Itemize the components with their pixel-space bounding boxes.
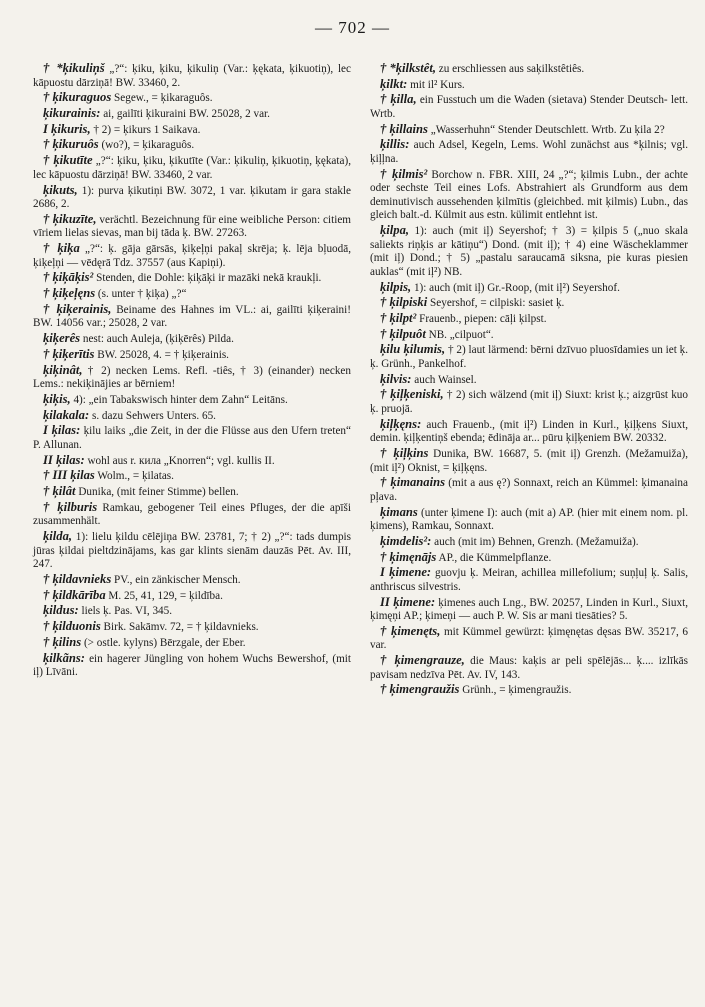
headword: † III ķilas xyxy=(43,468,95,483)
headword: I ķimene: xyxy=(380,565,432,580)
dictionary-entry xyxy=(370,138,688,166)
definition: verächtl. Bezeichnung für eine weibliche Person: citiem vīriem lielas sievas, man bij tāda ķ. BW. 27263. xyxy=(33,213,351,240)
dictionary-entry xyxy=(33,138,351,153)
definition: ķilu laiks „die Zeit, in der die Flüsse aus den Ufern treten“ P. Allunan. xyxy=(33,425,351,451)
headword: ķildus: xyxy=(43,603,79,618)
dictionary-entry xyxy=(33,530,351,572)
headword: † ķildavnieks xyxy=(43,571,112,586)
dictionary-entry xyxy=(33,107,351,122)
headword: ķiķerês xyxy=(43,331,81,346)
dictionary-entry xyxy=(33,271,351,286)
definition: Dunika, (mit feiner Stimme) bellen. xyxy=(75,486,239,499)
headword: II ķimene: xyxy=(380,594,436,609)
headword: † ķiķerītis xyxy=(43,346,95,361)
dictionary-entry xyxy=(33,604,351,619)
dictionary-entry xyxy=(33,287,351,302)
headword: ķiķinât, xyxy=(43,362,83,377)
headword: † ķimanains xyxy=(380,475,446,490)
definition: † 2) laut lärmend: bērni dzīvuo pluosīdamies un iet ķ. ķ. Grünh., Pankelhof. xyxy=(370,344,689,370)
headword: † ķiķerainis, xyxy=(43,301,112,316)
definition: † 2) = ķikurs 1 Saikava. xyxy=(90,123,201,136)
definition: BW. 25028, 4. = † ķiķerainis. xyxy=(94,348,229,361)
definition: (> ostle. kylyns) Bērzgale, der Eber. xyxy=(81,636,246,649)
dictionary-entry xyxy=(33,501,351,529)
definition: 1): purva ķikutiņi BW. 3072, 1 var. ķikutam ir gara stakle 2686, 2. xyxy=(33,184,351,211)
headword: † ķiķeļęns xyxy=(43,286,96,301)
definition: mit il² Kurs. xyxy=(407,78,465,91)
headword: † ķikutīte xyxy=(43,153,93,168)
page-number: — 702 — xyxy=(315,18,390,37)
headword: ķillis: xyxy=(380,137,410,152)
definition: s. dazu Sehwers Unters. 65. xyxy=(89,409,216,422)
definition: 4): „ein Tabakswisch hinter dem Zahn“ Leitāns. xyxy=(70,393,288,406)
headword: † ķilduonis xyxy=(43,619,101,634)
definition: † 2) necken Lems. Refl. -tiês, † 3) (einander) necken Lems.: nekiķinājies ar bērniem! xyxy=(33,364,351,391)
dictionary-entry xyxy=(370,373,688,388)
definition: M. 25, 41, 129, = ķildība. xyxy=(105,589,223,602)
headword: † ķilpuôt xyxy=(380,326,426,341)
dictionary-entry xyxy=(33,469,351,484)
definition: (s. unter † ķiķa) „?“ xyxy=(95,288,187,301)
headword: † ķildkārība xyxy=(43,587,106,602)
dictionary-entry xyxy=(370,596,688,624)
headword: ķilkãns: xyxy=(43,650,85,665)
definition: Birk. Sakāmv. 72, = † ķildavnieks. xyxy=(100,621,259,634)
right-column xyxy=(370,62,688,699)
definition: 1): lielu ķildu cēlējiņa BW. 23781, 7; † 2) „?“: tads dumpis jūras ķildai pieltdzinājams, kas gar klints sienām dauzās Pēt. Av. III, 247. xyxy=(33,531,351,571)
definition: auch Adsel, Kegeln, Lems. Wohl zunächst aus *ķilnis; vgl. ķiļļna. xyxy=(370,139,688,166)
headword: † *ķilkstêt, xyxy=(380,61,436,75)
dictionary-entry xyxy=(370,418,688,446)
definition: Wolm., = ķilatas. xyxy=(94,470,174,483)
definition: mit Kümmel gewürzt: ķimęnętas dęsas BW. 35217, 6 var. xyxy=(370,625,688,652)
dictionary-entry xyxy=(33,213,351,241)
definition: „Wasserhuhn“ Stender Deutschlett. Wrtb. Zu ķila 2? xyxy=(427,123,665,136)
dictionary-entry xyxy=(370,224,688,279)
dictionary-entry xyxy=(33,62,351,90)
headword: ķiķis, xyxy=(43,391,71,406)
headword: † ķilât xyxy=(43,484,76,499)
dictionary-entry xyxy=(33,424,351,452)
definition: ķimenes auch Lng., BW. 20257, Linden in Kurl., Siuxt, ķimęņi AP.; ķimeņi — auch P. W. Sis ar mani tiesāties? 5. xyxy=(370,596,688,623)
dictionary-entry xyxy=(33,409,351,424)
headword: ķilpis, xyxy=(380,279,412,294)
headword: ķilda, xyxy=(43,529,73,544)
headword: † ķiļķins xyxy=(380,446,429,461)
dictionary-entry xyxy=(33,393,351,408)
definition: „?“: ķiku, ķiku, ķikuliņ (Var.: ķękata, ķikuotiņ), lec kāpuostu dārziņā! BW. 33460, 2. xyxy=(33,63,351,89)
dictionary-entry xyxy=(370,388,688,416)
headword: I ķikuris, xyxy=(43,121,91,136)
definition: (unter ķimene I): auch (mit a) AP. (hier mit einem nom. pl. ķimens), Ramkau, Sonnaxt. xyxy=(370,506,688,533)
definition: Ramkau, gebogener Teil eines Pfluges, der die apīši zusammenhält. xyxy=(33,501,351,528)
headword: † ķilmis² xyxy=(380,166,428,181)
dictionary-entry xyxy=(33,485,351,500)
definition: NB. „cilpuot“. xyxy=(425,328,494,341)
definition: PV., ein zänkischer Mensch. xyxy=(111,573,241,586)
definition: zu erschliessen aus saķilkstêtiês. xyxy=(435,63,585,75)
headword: † ķimengrauze, xyxy=(380,653,465,668)
definition: „?“: ķ. gāja gārsās, ķiķeļņi pakaļ skrēja; ķ. lēja bļuodā, ķiķeļņi — vēdęrā Tdz. 37557 (aus Kapiņi). xyxy=(33,243,352,269)
dictionary-entry xyxy=(370,551,688,566)
definition: „?“: ķiku, ķiku, ķikutīte (Var.: ķikuliņ, ķikuotiņ, ķękata), lec kāpuostu dārziņā! BW. 33460, 2 var. xyxy=(33,155,351,181)
headword: ķilpa, xyxy=(380,223,410,238)
dictionary-entry xyxy=(33,589,351,604)
definition: auch Frauenb., (mit iļ²) Linden in Kurl., ķiļķens Siuxt, demin. ķiļķentiņš ebenda; ēdināja ar... pūru ķiļķeniem BW. 20332. xyxy=(370,418,688,445)
dictionary-entry xyxy=(33,364,351,392)
definition: 1): auch (mit iļ) Gr.-Roop, (mit iļ²) Seyershof. xyxy=(411,281,620,294)
definition: die Maus: kaķis ar peli spēlējās... ķ.... izlīkās pavisam nedzīva Pēt. Av. IV, 143. xyxy=(370,655,688,681)
headword: † ķimengraužis xyxy=(380,682,460,697)
definition: Stenden, die Dohle: ķiķāķi ir mazāki nekā kraukļi. xyxy=(93,272,322,285)
dictionary-entry xyxy=(370,654,688,682)
definition: (mit a aus ę?) Sonnaxt, reich an Kümmel: ķimanaina pļava. xyxy=(370,477,688,503)
definition: AP., die Kümmelpflanze. xyxy=(436,551,552,564)
headword: † ķilburis xyxy=(43,499,98,514)
dictionary-entry xyxy=(370,123,688,138)
headword: † ķikuruôs xyxy=(43,137,99,152)
headword: I ķilas: xyxy=(43,423,81,438)
dictionary-entry xyxy=(370,476,688,504)
headword: ķilvis: xyxy=(380,371,412,386)
headword: † *ķikuliņš xyxy=(43,61,105,75)
headword: † ķilpt² xyxy=(380,310,417,325)
definition: ein hagerer Jüngling von hohem Wuchs Bewershof, (mit iļ) Līvāni. xyxy=(33,652,351,679)
definition: auch Wainsel. xyxy=(411,373,477,386)
definition: ein Fusstuch um die Waden (sietava) Stender Deutsch- lett. Wrtb. xyxy=(370,94,688,121)
headword: † ķiļķeniski, xyxy=(380,387,444,402)
headword: ķilakala: xyxy=(43,407,90,422)
definition: wohl aus r. кила „Knorren“; vgl. kullis II. xyxy=(84,454,275,467)
headword: ķilu ķilumis, xyxy=(380,342,446,357)
dictionary-entry xyxy=(370,535,688,550)
headword: II ķilas: xyxy=(43,452,85,467)
definition: Grünh., = ķimengraužis. xyxy=(459,684,572,697)
headword: ķikuts, xyxy=(43,182,78,197)
dictionary-entry xyxy=(370,78,688,93)
definition: Segew., = ķikaraguôs. xyxy=(111,92,213,105)
headword: † ķiķa xyxy=(43,241,80,256)
headword: † ķimenęts, xyxy=(380,623,441,638)
headword: ķimdelis²: xyxy=(380,533,432,548)
dictionary-entry xyxy=(33,154,351,182)
dictionary-entry xyxy=(33,348,351,363)
dictionary-entry xyxy=(370,296,688,311)
headword: † ķilla, xyxy=(380,92,417,107)
definition: ai, gailīti ķikuraini BW. 25028, 2 var. xyxy=(100,108,270,121)
dictionary-entry xyxy=(370,343,688,371)
left-column xyxy=(33,62,351,681)
dictionary-entry xyxy=(33,123,351,138)
definition: Beiname des Hahnes im VL.: ai, gailīti ķiķeraini! BW. 14056 var.; 25028, 2 var. xyxy=(33,303,351,330)
headword: † ķilpiski xyxy=(380,295,428,310)
definition: Seyershof, = cilpiski: sasiet ķ. xyxy=(427,297,565,310)
headword: † ķilins xyxy=(43,634,82,649)
dictionary-entry xyxy=(33,652,351,680)
headword: ķimans xyxy=(380,504,418,519)
definition: auch (mit im) Behnen, Grenzh. (Mežamuiža). xyxy=(431,535,639,548)
definition: † 2) sich wälzend (mit iļ) Siuxt: krist ķ.; aizgrūst kuo ķ. pruojā. xyxy=(370,389,688,416)
definition: (wo?), = ķikaraguôs. xyxy=(98,139,195,152)
dictionary-entry xyxy=(33,620,351,635)
dictionary-entry xyxy=(33,184,351,212)
dictionary-entry xyxy=(370,312,688,327)
dictionary-entry xyxy=(370,62,688,77)
dictionary-entry xyxy=(33,332,351,347)
dictionary-entry xyxy=(370,168,688,223)
dictionary-entry xyxy=(33,303,351,331)
definition: Frauenb., piepen: cāļi ķilpst. xyxy=(416,312,547,325)
definition: liels ķ. Pas. VI, 345. xyxy=(78,605,173,618)
dictionary-entry xyxy=(370,328,688,343)
definition: Dunika, BW. 16687, 5. (mit iļ) Grenzh. (Mežamuiža), (mit iļ²) Oknist, = ķiļķęns. xyxy=(370,448,688,474)
headword: ķikurainis: xyxy=(43,106,101,121)
headword: † ķikuzīte, xyxy=(43,211,97,226)
dictionary-entry xyxy=(370,683,688,698)
definition: nest: auch Auleja, (ķiķērês) Pilda. xyxy=(80,333,234,346)
headword: ķiļķęns: xyxy=(380,416,422,431)
dictionary-entry xyxy=(370,566,688,594)
definition: guovju ķ. Meiran, achillea millefolium; suņļuļ ķ. Salis, anthriscus silvestris. xyxy=(370,567,688,593)
dictionary-entry xyxy=(33,91,351,106)
headword: † ķikuraguos xyxy=(43,90,112,105)
headword: † ķimęnājs xyxy=(380,549,437,564)
dictionary-entry xyxy=(33,242,351,270)
dictionary-entry xyxy=(370,447,688,475)
dictionary-entry xyxy=(370,625,688,653)
headword: ķilkt: xyxy=(380,76,408,91)
dictionary-entry xyxy=(370,93,688,121)
headword: † ķiķāķis² xyxy=(43,270,94,285)
dictionary-entry xyxy=(33,573,351,588)
headword: † ķillains xyxy=(380,121,428,136)
dictionary-entry xyxy=(33,636,351,651)
definition: 1): auch (mit iļ) Seyershof; † 3) = ķilpis 5 („nuo skala saliekts riņķis ar kātiņu“) Dond. (mit iļ); † 4) eine Wäscheklammer (mit iļ) Dond.; † 5) „pastalu saraucamā siksna, pie kuras piesien auklas“ (mit iļ²) NB. xyxy=(370,225,688,278)
dictionary-entry xyxy=(370,281,688,296)
dictionary-entry xyxy=(370,506,688,534)
definition: Borchow n. FBR. XIII, 24 „?“; ķilmis Lubn., der achte oder sechste Teil eines Lofs. Abstrahiert als Grundform aus dem deminutivisch aussehenden ķilmītis (gleichbed. mit ķilmis) Lubn., das gleich balt.-d. Külmit aus estn. külimit entlehnt ist. xyxy=(370,168,688,222)
dictionary-entry xyxy=(33,454,351,469)
